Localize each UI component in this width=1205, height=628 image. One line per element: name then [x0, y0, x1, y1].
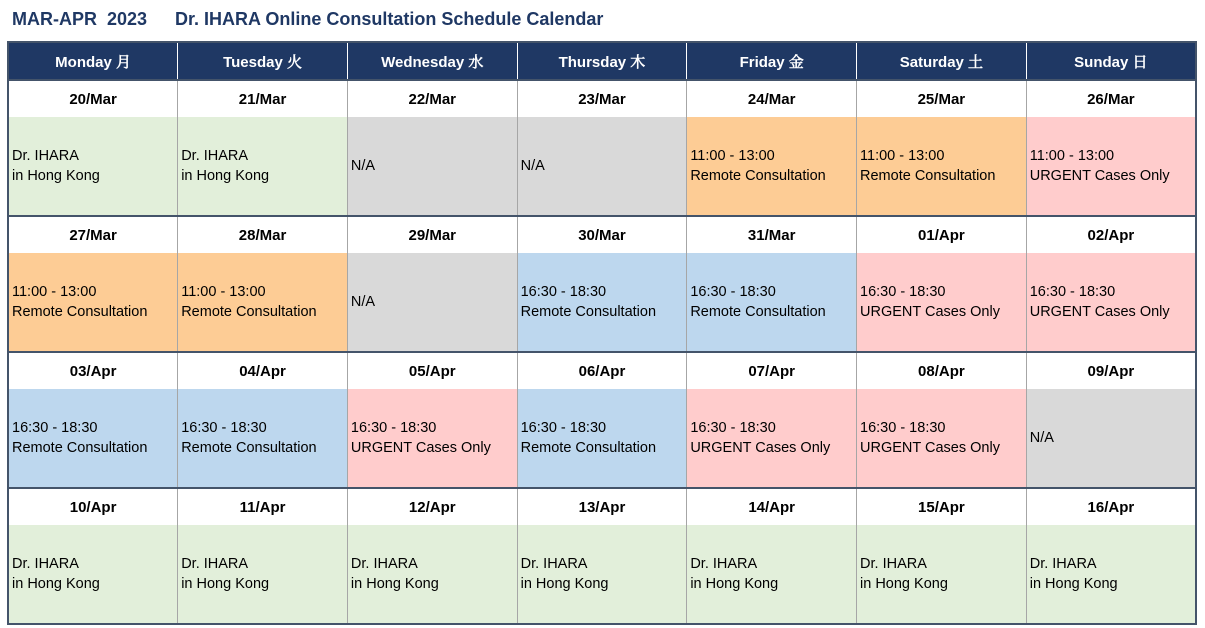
- date-cell: 26/Mar: [1026, 80, 1196, 117]
- schedule-line: Dr. IHARA: [690, 556, 758, 572]
- date-cell: 28/Mar: [178, 216, 348, 253]
- schedule-cell: [8, 117, 178, 216]
- schedule-line: URGENT Cases Only: [860, 304, 1000, 320]
- date-cell: 22/Mar: [347, 80, 517, 117]
- date-cell: 01/Apr: [857, 216, 1027, 253]
- schedule-row: [8, 389, 1196, 488]
- date-cell: 20/Mar: [8, 80, 178, 117]
- date-cell: 14/Apr: [687, 488, 857, 525]
- schedule-line: Remote Consultation: [690, 168, 826, 184]
- schedule-line: 11:00 - 13:00: [12, 284, 97, 300]
- date-cell: 11/Apr: [178, 488, 348, 525]
- schedule-line: Remote Consultation: [12, 304, 148, 320]
- schedule-cell: [857, 117, 1027, 216]
- schedule-line: Dr. IHARA: [1029, 556, 1097, 572]
- schedule-line: in Hong Kong: [12, 168, 100, 184]
- schedule-cell: [1026, 525, 1196, 624]
- schedule-line: Remote Consultation: [181, 304, 317, 320]
- date-cell: 23/Mar: [517, 80, 687, 117]
- schedule-cell: [347, 253, 517, 352]
- schedule-line: URGENT Cases Only: [1029, 304, 1170, 320]
- schedule-line: N/A: [350, 158, 376, 174]
- schedule-cell: [8, 389, 178, 488]
- weekday-header: Saturday 土: [857, 42, 1027, 80]
- schedule-line: Remote Consultation: [690, 304, 826, 320]
- schedule-line: 11:00 - 13:00: [1029, 148, 1115, 164]
- schedule-line: Remote Consultation: [181, 440, 317, 456]
- schedule-line: N/A: [1029, 430, 1054, 446]
- date-cell: 16/Apr: [1026, 488, 1196, 525]
- schedule-line: Remote Consultation: [520, 304, 657, 320]
- schedule-calendar: [7, 41, 1197, 625]
- schedule-line: Dr. IHARA: [12, 556, 79, 572]
- schedule-cell: [178, 525, 348, 624]
- date-cell: 08/Apr: [857, 352, 1027, 389]
- date-cell: 12/Apr: [347, 488, 517, 525]
- schedule-cell: [347, 525, 517, 624]
- schedule-cell: [8, 253, 178, 352]
- schedule-cell: [857, 389, 1027, 488]
- schedule-line: 11:00 - 13:00: [860, 148, 945, 164]
- schedule-cell: [8, 525, 178, 624]
- date-row: [8, 216, 1196, 253]
- schedule-line: Remote Consultation: [520, 440, 657, 456]
- date-cell: 04/Apr: [178, 352, 348, 389]
- date-cell: 03/Apr: [8, 352, 178, 389]
- schedule-line: in Hong Kong: [690, 576, 779, 592]
- schedule-line: N/A: [350, 294, 376, 310]
- date-cell: 09/Apr: [1026, 352, 1196, 389]
- weekday-header: Friday 金: [687, 42, 857, 80]
- schedule-cell: [687, 525, 857, 624]
- date-cell: 24/Mar: [687, 80, 857, 117]
- schedule-cell: [857, 253, 1027, 352]
- schedule-line: 16:30 - 18:30: [1029, 284, 1116, 300]
- date-cell: 07/Apr: [687, 352, 857, 389]
- schedule-line: Dr. IHARA: [181, 148, 249, 164]
- schedule-line: 11:00 - 13:00: [690, 148, 775, 164]
- schedule-line: in Hong Kong: [520, 576, 609, 592]
- title-period: MAR-APR 2023: [12, 8, 148, 29]
- schedule-line: 16:30 - 18:30: [350, 420, 437, 436]
- weekday-header: Wednesday 水: [347, 42, 517, 80]
- schedule-line: in Hong Kong: [860, 576, 948, 592]
- date-cell: 06/Apr: [517, 352, 687, 389]
- schedule-line: 16:30 - 18:30: [520, 284, 607, 300]
- schedule-cell: [1026, 117, 1196, 216]
- schedule-line: in Hong Kong: [181, 576, 270, 592]
- weekday-header: Thursday 木: [517, 42, 687, 80]
- schedule-line: URGENT Cases Only: [860, 440, 1000, 456]
- schedule-cell: [1026, 389, 1196, 488]
- schedule-cell: [178, 253, 348, 352]
- schedule-line: Remote Consultation: [860, 168, 996, 184]
- schedule-line: 16:30 - 18:30: [860, 284, 946, 300]
- weekday-header: Monday 月: [8, 42, 178, 80]
- date-cell: 27/Mar: [8, 216, 178, 253]
- schedule-line: 16:30 - 18:30: [12, 420, 98, 436]
- date-cell: 31/Mar: [687, 216, 857, 253]
- schedule-cell: [687, 253, 857, 352]
- date-cell: 05/Apr: [347, 352, 517, 389]
- schedule-row: [8, 253, 1196, 352]
- schedule-cell: [1026, 253, 1196, 352]
- schedule-cell: [687, 389, 857, 488]
- schedule-cell: [347, 117, 517, 216]
- schedule-cell: [517, 389, 687, 488]
- schedule-line: 16:30 - 18:30: [690, 420, 776, 436]
- schedule-cell: [517, 117, 687, 216]
- schedule-line: Dr. IHARA: [520, 556, 588, 572]
- date-row: [8, 488, 1196, 525]
- schedule-line: URGENT Cases Only: [690, 440, 831, 456]
- schedule-line: in Hong Kong: [1029, 576, 1118, 592]
- schedule-line: Remote Consultation: [12, 440, 148, 456]
- date-cell: 13/Apr: [517, 488, 687, 525]
- schedule-line: in Hong Kong: [12, 576, 100, 592]
- schedule-cell: [347, 389, 517, 488]
- schedule-line: 16:30 - 18:30: [690, 284, 776, 300]
- schedule-line: Dr. IHARA: [860, 556, 927, 572]
- schedule-line: Dr. IHARA: [350, 556, 418, 572]
- date-cell: 02/Apr: [1026, 216, 1196, 253]
- schedule-cell: [857, 525, 1027, 624]
- date-row: [8, 80, 1196, 117]
- schedule-line: N/A: [520, 158, 545, 174]
- date-cell: 30/Mar: [517, 216, 687, 253]
- date-cell: 29/Mar: [347, 216, 517, 253]
- date-cell: 25/Mar: [857, 80, 1027, 117]
- schedule-cell: [687, 117, 857, 216]
- schedule-row: [8, 525, 1196, 624]
- schedule-line: Dr. IHARA: [181, 556, 249, 572]
- page-title: [12, 7, 603, 31]
- schedule-line: 16:30 - 18:30: [181, 420, 267, 436]
- schedule-cell: [178, 389, 348, 488]
- schedule-line: in Hong Kong: [181, 168, 270, 184]
- schedule-line: 16:30 - 18:30: [520, 420, 607, 436]
- schedule-cell: [517, 525, 687, 624]
- weekday-header: Sunday 日: [1026, 42, 1196, 80]
- schedule-cell: [178, 117, 348, 216]
- schedule-line: 11:00 - 13:00: [181, 284, 266, 300]
- date-cell: 10/Apr: [8, 488, 178, 525]
- schedule-line: URGENT Cases Only: [350, 440, 491, 456]
- schedule-cell: [517, 253, 687, 352]
- schedule-row: [8, 117, 1196, 216]
- weekday-header-row: [8, 42, 1196, 80]
- date-cell: 15/Apr: [857, 488, 1027, 525]
- title-text: Dr. IHARA Online Consultation Schedule Calendar: [175, 8, 604, 29]
- schedule-line: URGENT Cases Only: [1029, 168, 1170, 184]
- schedule-line: Dr. IHARA: [12, 148, 79, 164]
- date-cell: 21/Mar: [178, 80, 348, 117]
- weekday-header: Tuesday 火: [178, 42, 348, 80]
- schedule-line: in Hong Kong: [350, 576, 439, 592]
- schedule-line: 16:30 - 18:30: [860, 420, 946, 436]
- date-row: [8, 352, 1196, 389]
